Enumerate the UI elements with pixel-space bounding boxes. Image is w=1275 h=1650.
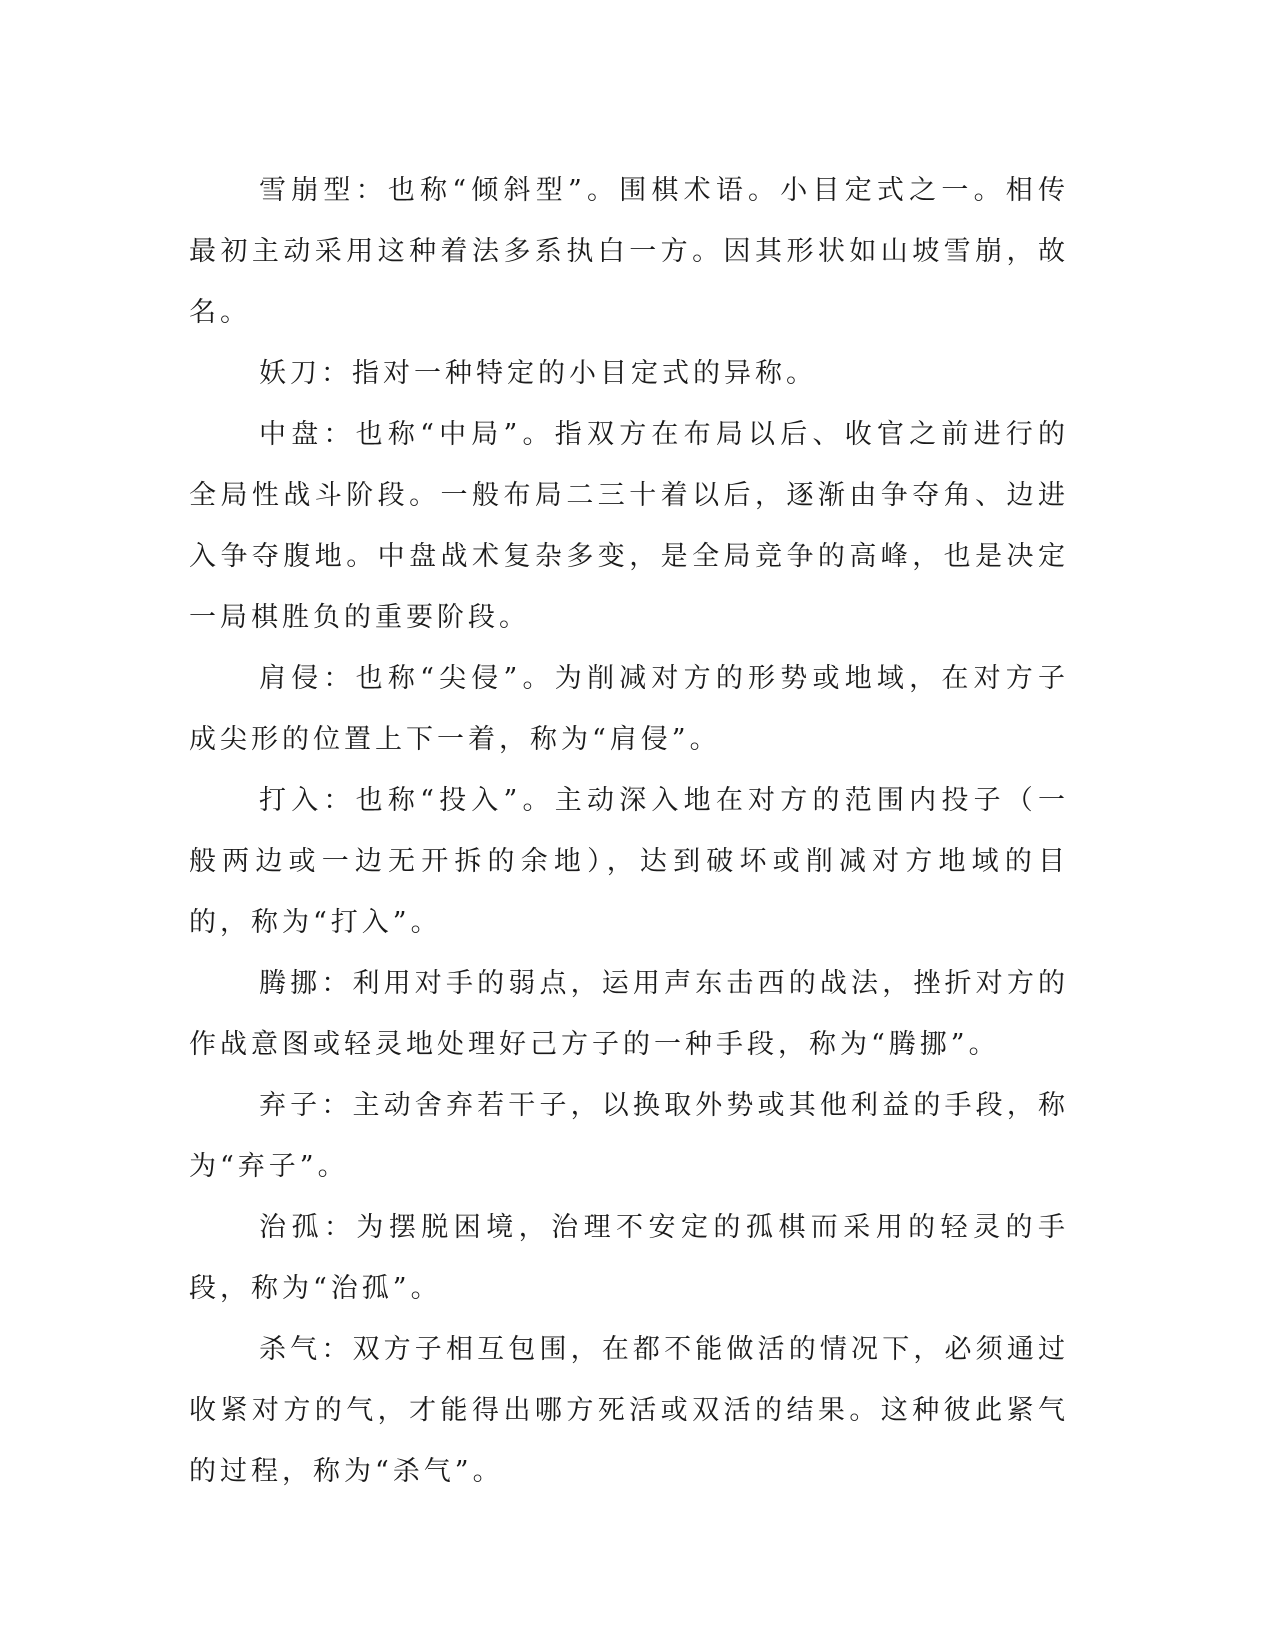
paragraph-jianqin: 肩侵：也称“尖侵”。为削减对方的形势或地域，在对方子成尖形的位置上下一着，称为“肩侵”。 [189,663,1069,755]
paragraph-yaodao: 妖刀：指对一种特定的小目定式的异称。 [259,358,817,389]
body-text [189,160,1069,1502]
paragraph-zhongpan: 中盘：也称“中局”。指双方在布局以后、收官之前进行的全局性战斗阶段。一般布局二三十着以后，逐渐由争夺角、边进入争夺腹地。中盘战术复杂多变，是全局竞争的高峰，也是决定一局棋胜负的重要阶段。 [189,419,1069,633]
paragraph-daru: 打入：也称“投入”。主动深入地在对方的范围内投子（一般两边或一边无开拆的余地），达到破坏或削减对方地域的目的，称为“打入”。 [189,785,1069,938]
paragraph-shaqi: 杀气：双方子相互包围，在都不能做活的情况下，必须通过收紧对方的气，才能得出哪方死活或双活的结果。这种彼此紧气的过程，称为“杀气”。 [189,1334,1069,1487]
paragraph-qizi: 弃子：主动舍弃若干子，以换取外势或其他利益的手段，称为“弃子”。 [189,1090,1069,1182]
paragraph-zhigu: 治孤：为摆脱困境，治理不安定的孤棋而采用的轻灵的手段，称为“治孤”。 [189,1212,1069,1304]
paragraph-tengnuo: 腾挪：利用对手的弱点，运用声东击西的战法，挫折对方的作战意图或轻灵地处理好己方子的一种手段，称为“腾挪”。 [189,968,1069,1060]
paragraph-xuebeng: 雪崩型：也称“倾斜型”。围棋术语。小目定式之一。相传最初主动采用这种着法多系执白一方。因其形状如山坡雪崩，故名。 [189,175,1069,328]
